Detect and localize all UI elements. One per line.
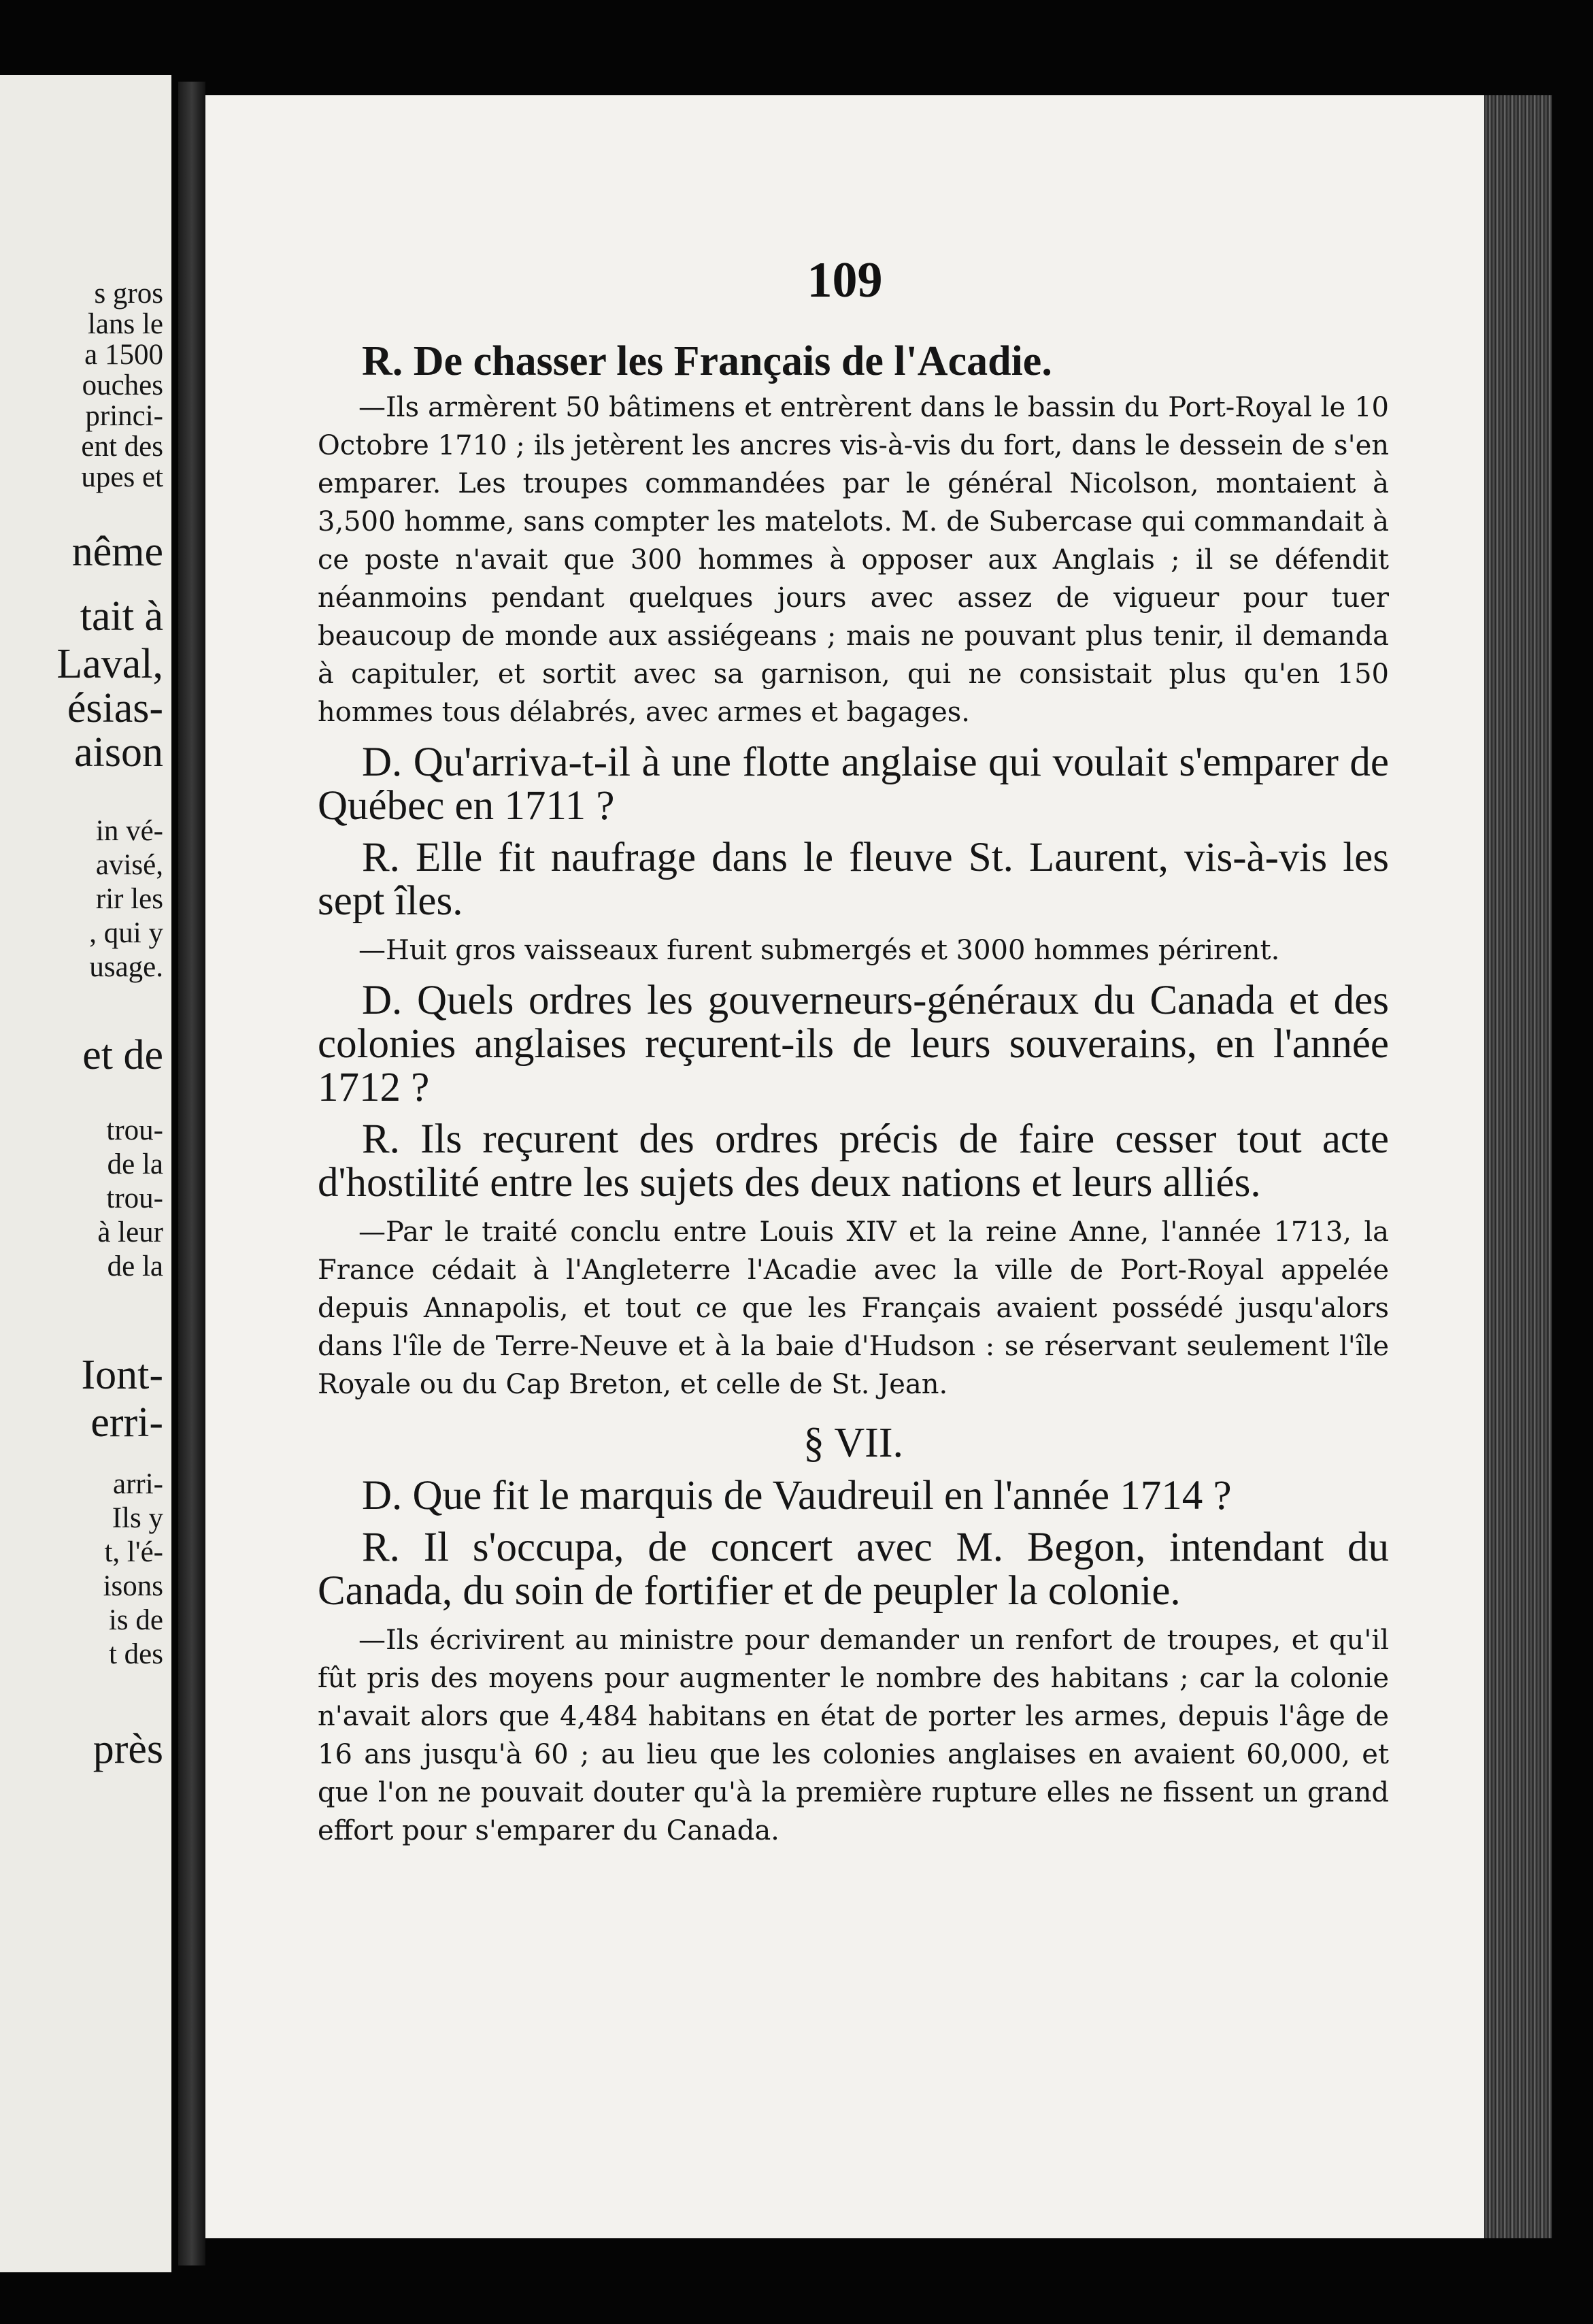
left-page-line: de la — [107, 1250, 163, 1282]
left-page-line: avisé, — [95, 849, 163, 881]
left-page-line: upes et — [81, 461, 163, 493]
section-heading: § VII. — [803, 1420, 903, 1466]
page-body — [318, 337, 1389, 1859]
left-page-line: is de — [108, 1604, 163, 1636]
left-page-line: trou- — [106, 1114, 163, 1146]
left-page-line: s gros — [94, 278, 163, 310]
left-page-line: rir les — [95, 883, 163, 915]
note-paragraph: —Ils écrivirent au ministre pour demander un renfort de troupes, et qu'il fût pris des moyens pour augmenter le nombre des habitans ; car la colonie n'avait alors que 4,484 habitans en état de porter les armes, depuis l'âge de 16 ans jusqu'à 60 ; au lieu que les colonies anglaises en avaient 60,000, et que l'on ne pouvait douter qu'à la première rupture elles ne fissent un grand effort pour s'emparer du Canada. — [318, 1625, 1389, 1846]
left-page-line: usage. — [89, 951, 163, 983]
note-paragraph: —Ils armèrent 50 bâtimens et entrèrent dans le bassin du Port-Royal le 10 Octobre 1710 ; ils jetèrent les ancres vis-à-vis du fort, dans le dessein de s'en emparer. Les troupes commandées par le général Nicolson, montaient à 3,500 homme, sans compter les matelots. M. de Subercase qui commandait à ce poste n'avait que 300 hommes à opposer aux Anglais ; il se défendit néanmoins pendant quelques jours avec assez de vigueur pour tuer beaucoup de monde aux assiégeans ; mais ne pouvant plus tenir, il demanda à capituler, et sortit avec sa garnison, qui ne consistait plus qu'en 150 hommes tous délabrés, avec armes et bagages. — [318, 392, 1389, 728]
page-edges — [1484, 95, 1552, 2238]
answer-paragraph: R. Ils reçurent des ordres précis de faire cesser tout acte d'hostilité entre les sujets des deux nations et leurs alliés. — [318, 1116, 1389, 1206]
left-page-line: a 1500 — [84, 339, 163, 371]
left-page-line: t des — [108, 1638, 163, 1670]
left-page-line: tait à — [80, 593, 163, 640]
left-page-line: près — [93, 1726, 163, 1772]
left-page-line: Ils y — [112, 1502, 163, 1534]
left-page-line: à leur — [97, 1216, 163, 1248]
left-page-line: nême — [71, 529, 163, 575]
left-page-line: ent des — [81, 431, 163, 463]
left-page-line: princi- — [85, 400, 163, 432]
left-page-line: in vé- — [95, 815, 163, 847]
left-page-line: ouches — [82, 369, 163, 401]
left-page-line: et de — [82, 1032, 163, 1078]
left-page-line: arri- — [113, 1468, 163, 1500]
answer-paragraph: R. Elle fit naufrage dans le fleuve St. Laurent, vis-à-vis les sept îles. — [318, 835, 1389, 924]
left-page-line: trou- — [106, 1182, 163, 1214]
left-page-line: ésias- — [67, 685, 163, 731]
left-page-line: erri- — [90, 1399, 163, 1446]
left-page-fragment — [0, 75, 171, 2272]
note-paragraph: —Huit gros vaisseaux furent submergés et 3000 hommes périrent. — [358, 935, 1280, 966]
left-page-line: , qui y — [89, 917, 163, 949]
left-page-line: isons — [103, 1570, 163, 1602]
question-paragraph: D. Qu'arriva-t-il à une flotte anglaise qui voulait s'emparer de Québec en 1711 ? — [318, 740, 1389, 829]
left-page-line: Laval, — [56, 641, 163, 687]
question-paragraph: D. Que fit le marquis de Vaudreuil en l'année 1714 ? — [362, 1473, 1232, 1518]
left-page-line: de la — [107, 1148, 163, 1180]
answer-heading: R. De chasser les Français de l'Acadie. — [362, 338, 1052, 384]
page-number: 109 — [807, 252, 883, 308]
book-binding — [178, 82, 205, 2265]
answer-paragraph: R. Il s'occupa, de concert avec M. Begon, intendant du Canada, du soin de fortifier et de peupler la colonie. — [318, 1525, 1389, 1614]
note-paragraph: —Par le traité conclu entre Louis XIV et la reine Anne, l'année 1713, la France cédait à l'Angleterre l'Acadie avec la ville de Port-Royal appelée depuis Annapolis, et tout ce que les Français avaient possédé jusqu'alors dans l'île de Terre-Neuve et à la baie d'Hudson : se réservant seulement l'île Royale ou du Cap Breton, et celle de St. Jean. — [318, 1216, 1389, 1400]
book-page — [205, 95, 1484, 2238]
left-page-line: aison — [74, 729, 163, 776]
left-page-line: t, l'é- — [104, 1536, 163, 1568]
left-page-line: Iont- — [81, 1352, 163, 1398]
left-page-line: lans le — [87, 308, 163, 340]
question-paragraph: D. Quels ordres les gouverneurs-généraux du Canada et des colonies anglaises reçurent-ils de leurs souverains, en l'année 1712 ? — [318, 978, 1389, 1110]
